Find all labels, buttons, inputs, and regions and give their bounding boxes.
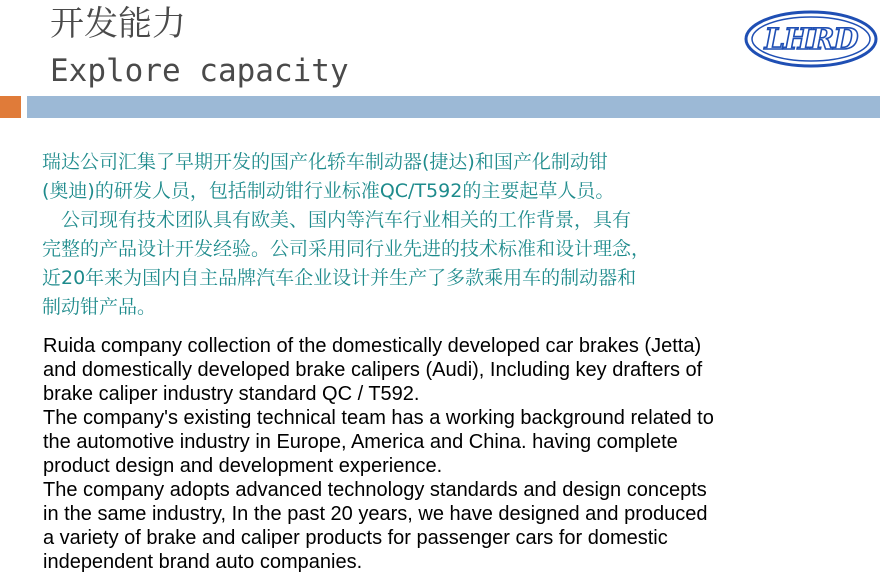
chinese-line: 近20年来为国内自主品牌汽车企业设计并生产了多款乘用车的制动器和 xyxy=(42,267,637,289)
chinese-line: 瑞达公司汇集了早期开发的国产化轿车制动器(捷达)和国产化制动钳 xyxy=(42,151,608,173)
chinese-description xyxy=(42,148,862,322)
logo-wordmark: LHRD xyxy=(764,22,858,56)
english-line: The company adopts advanced technology standards and design concepts xyxy=(43,479,707,501)
english-line: the automotive industry in Europe, America and China. having complete xyxy=(43,431,678,453)
company-logo xyxy=(744,10,878,68)
english-line: Ruida company collection of the domestically developed car brakes (Jetta) xyxy=(43,335,702,357)
chinese-line: 公司现有技术团队具有欧美、国内等汽车行业相关的工作背景，具有 xyxy=(42,209,632,231)
page-title-english: Explore capacity xyxy=(50,53,349,89)
chinese-line: (奥迪)的研发人员，包括制动钳行业标准QC/T592的主要起草人员。 xyxy=(42,180,615,202)
header-divider-bar xyxy=(27,96,880,118)
english-description xyxy=(43,334,873,574)
accent-square xyxy=(0,96,21,118)
page-title-chinese: 开发能力 xyxy=(50,4,186,44)
english-line: brake caliper industry standard QC / T592. xyxy=(43,383,420,405)
english-line: independent brand auto companies. xyxy=(43,551,363,573)
chinese-line: 完整的产品设计开发经验。公司采用同行业先进的技术标准和设计理念， xyxy=(42,238,651,260)
english-line: and domestically developed brake calipers (Audi), Including key drafters of xyxy=(43,359,703,381)
english-line: The company's existing technical team has a working background related to xyxy=(43,407,714,429)
english-line: product design and development experience. xyxy=(43,455,443,477)
english-line: a variety of brake and caliper products for passenger cars for domestic xyxy=(43,527,668,549)
english-line: in the same industry, In the past 20 years, we have designed and produced xyxy=(43,503,708,525)
chinese-line: 制动钳产品。 xyxy=(42,296,157,318)
